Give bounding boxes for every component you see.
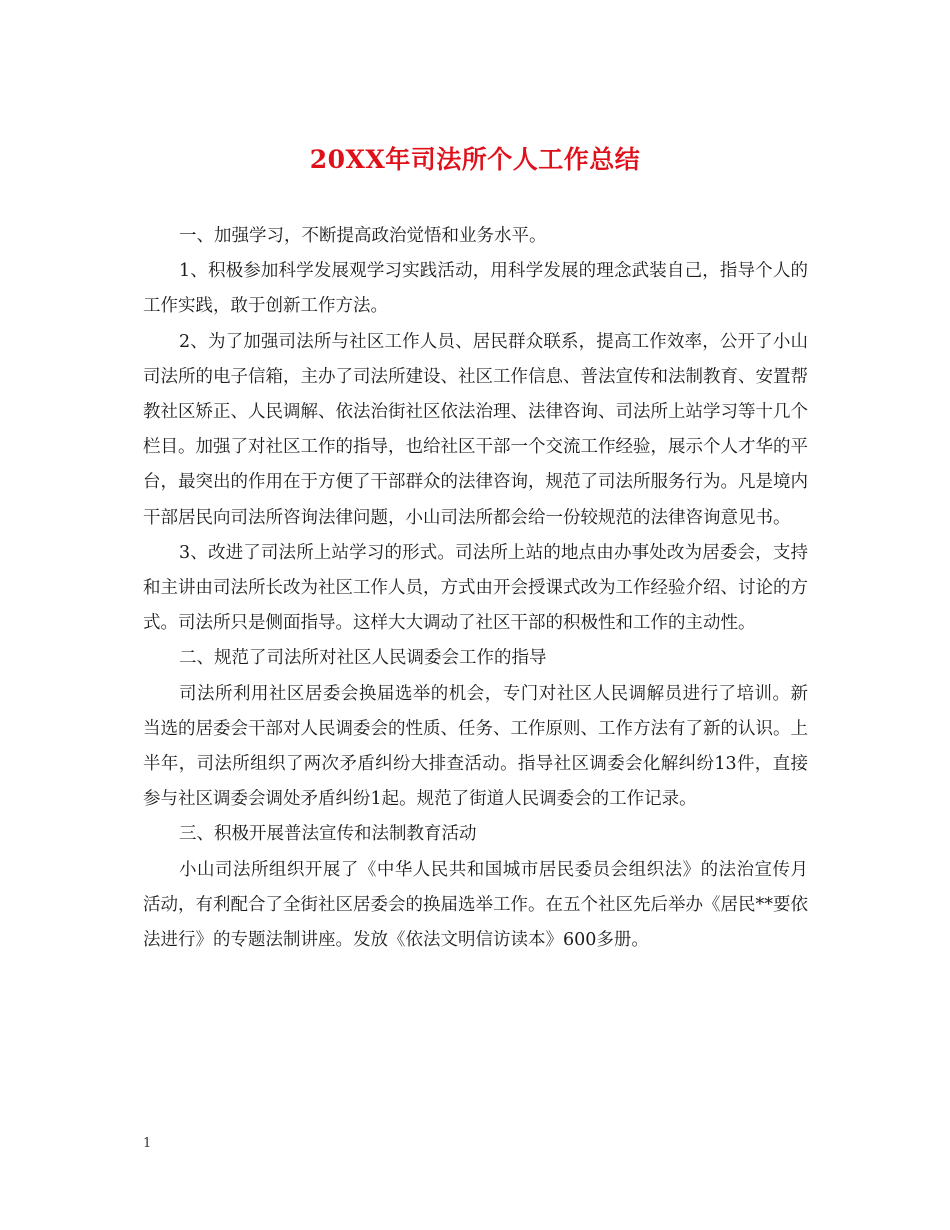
section-heading-3: 三、积极开展普法宣传和法制教育活动 <box>179 824 477 845</box>
section-heading-1: 一、加强学习，不断提高政治觉悟和业务水平。 <box>179 226 547 246</box>
paragraph-item-1: 1、积极参加科学发展观学习实践活动，用科学发展的理念武装自己，指导个人的工作实践，敢于创新工作方法。 <box>143 261 808 317</box>
paragraph-item-2: 2、为了加强司法所与社区工作人员、居民群众联系，提高工作效率，公开了小山司法所的电子信箱，主办了司法所建设、社区工作信息、普法宣传和法制教育、安置帮教社区矫正、人民调解、依法治街社区依法治理、法律咨询、司法所上站学习等十几个栏目。加强了对社区工作的指导，也给社区干部一个交流工作经验，展示个人才华的平台，最突出的作用在于方便了干部群众的法律咨询，规范了司法所服务行为。凡是境内干部居民向司法所咨询法律问题，小山司法所都会给一份较规范的法律咨询意见书。 <box>143 331 808 528</box>
page-number: 1 <box>143 1136 152 1151</box>
paragraph-legal-education: 小山司法所组织开展了《中华人民共和国城市居民委员会组织法》的法治宣传月活动，有利配合了全街社区居委会的换届选举工作。在五个社区先后举办《居民**要依法进行》的专题法制讲座。发放《依法文明信访读本》600多册。 <box>143 859 808 951</box>
section-heading-2: 二、规范了司法所对社区人民调委会工作的指导 <box>179 648 547 669</box>
document-body <box>143 219 808 958</box>
document-title: 20XX年司法所个人工作总结 <box>309 145 641 174</box>
paragraph-item-3: 3、改进了司法所上站学习的形式。司法所上站的地点由办事处改为居委会，支持和主讲由司法所长改为社区工作人员，方式由开会授课式改为工作经验介绍、讨论的方式。司法所只是侧面指导。这样大大调动了社区干部的积极性和工作的主动性。 <box>143 542 808 634</box>
paragraph-mediation: 司法所利用社区居委会换届选举的机会，专门对社区人民调解员进行了培训。新当选的居委会干部对人民调委会的性质、任务、工作原则、工作方法有了新的认识。上半年，司法所组织了两次矛盾纠纷大排查活动。指导社区调委会化解纠纷13件，直接参与社区调委会调处矛盾纠纷1起。规范了街道人民调委会的工作记录。 <box>143 683 808 810</box>
